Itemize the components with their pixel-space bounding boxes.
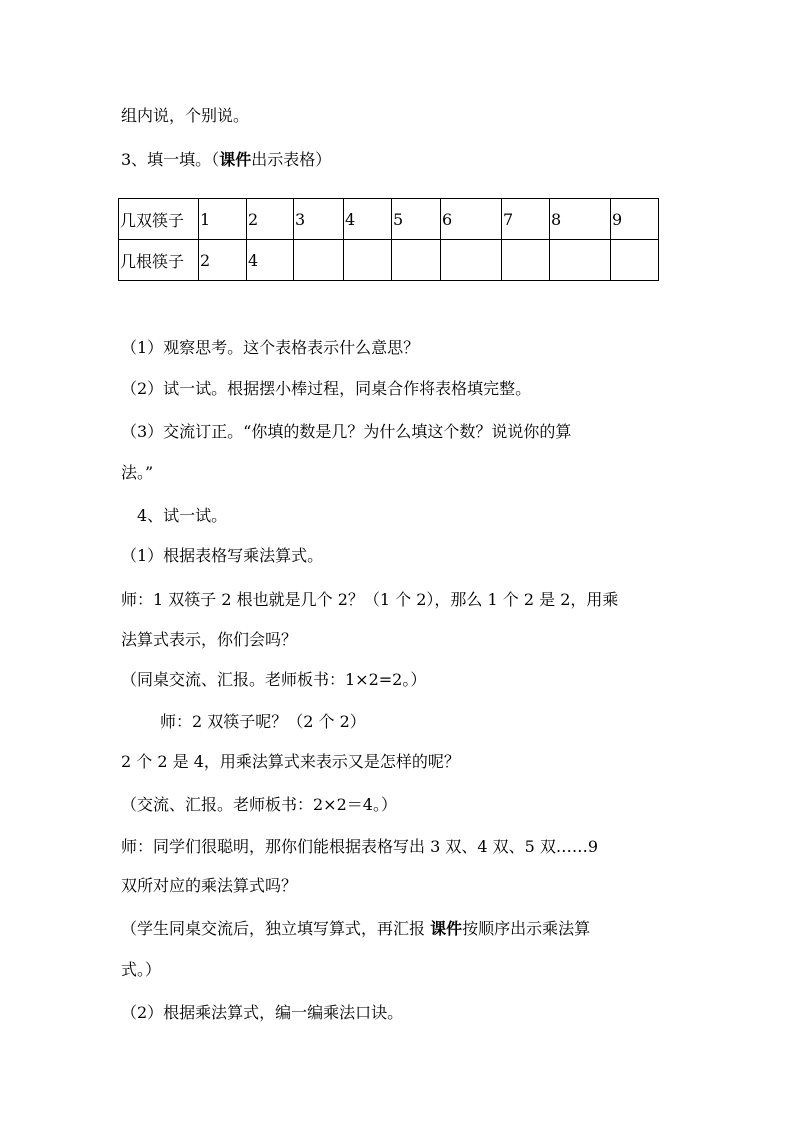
response-3-suffix: 按顺序出示乘法算	[462, 919, 591, 938]
teacher-text-1a: 师：1 双筷子 2 根也就是几个 2？（1 个 2），那么 1 个 2 是 2，用乘	[121, 590, 619, 609]
question-3-line-1	[121, 422, 571, 442]
table-cell: 9	[611, 199, 659, 240]
response-line-2	[121, 795, 397, 815]
chopsticks-table	[118, 198, 659, 281]
table-cell	[611, 240, 659, 281]
table-cell	[392, 240, 441, 281]
table-cell: 6	[441, 199, 502, 240]
section-4-text: 4、试一试。	[137, 506, 228, 525]
part-1-text: （1）根据表格写乘法算式。	[121, 546, 324, 565]
teacher-text-3: 2 个 2 是 4，用乘法算式来表示又是怎样的呢？	[121, 752, 460, 771]
table-cell: 几双筷子	[119, 199, 199, 240]
teacher-line-4b	[121, 876, 297, 896]
teacher-line-2	[160, 712, 366, 732]
response-text-1: （同桌交流、汇报。老师板书：1×2=2。）	[121, 670, 427, 689]
part-1-heading	[121, 546, 323, 566]
teacher-text-1b: 法算式表示，你们会吗？	[121, 630, 298, 649]
response-line-3a	[121, 919, 590, 939]
table-cell: 3	[294, 199, 344, 240]
table-cell: 5	[392, 199, 441, 240]
table-cell: 8	[550, 199, 611, 240]
response-text-3b: 式。）	[121, 960, 162, 979]
table-cell: 2	[247, 199, 294, 240]
table-cell	[294, 240, 344, 281]
table-row-pairs	[119, 199, 659, 240]
response-text-2: （交流、汇报。老师板书：2×2＝4。）	[121, 795, 397, 814]
teacher-text-4a: 师：同学们很聪明，那你们能根据表格写出 3 双、4 双、5 双……9	[121, 837, 599, 856]
table-cell	[502, 240, 550, 281]
teacher-line-3	[121, 752, 460, 772]
table-cell	[344, 240, 392, 281]
part-2-text: （2）根据乘法算式，编一编乘法口诀。	[121, 1003, 404, 1022]
table-cell: 4	[247, 240, 294, 281]
table-cell	[441, 240, 502, 281]
text-line-1	[121, 106, 249, 126]
question-3-text-a: （3）交流订正。“你填的数是几？为什么填这个数？说说你的算	[121, 422, 572, 441]
courseware-bold-1: 课件	[219, 150, 252, 169]
question-2-text: （2）试一试。根据摆小棒过程，同桌合作将表格填完整。	[121, 379, 532, 398]
teacher-line-1b	[121, 630, 297, 650]
question-1-text: （1）观察思考。这个表格表示什么意思？	[121, 338, 420, 357]
question-2	[121, 379, 531, 399]
section-4-heading	[137, 506, 227, 526]
table-cell	[550, 240, 611, 281]
part-2-heading	[121, 1003, 403, 1023]
response-line-1	[121, 670, 426, 690]
table-cell: 1	[199, 199, 247, 240]
response-line-3b	[121, 960, 161, 980]
table-cell: 7	[502, 199, 550, 240]
teacher-line-1a	[121, 590, 618, 610]
text-group-talk: 组内说，个别说。	[121, 106, 250, 125]
question-3-line-2	[121, 463, 153, 483]
response-3-prefix: （学生同桌交流后，独立填写算式，再汇报	[121, 919, 431, 938]
text-line-2	[121, 150, 331, 170]
table-row-sticks	[119, 240, 659, 281]
question-1	[121, 338, 419, 358]
table-cell: 几根筷子	[119, 240, 199, 281]
teacher-text-2: 师：2 双筷子呢？（2 个 2）	[160, 712, 366, 731]
table-cell: 4	[344, 199, 392, 240]
question-3-text-b: 法。”	[121, 463, 154, 482]
teacher-line-4a	[121, 837, 598, 857]
section-3-prefix: 3、填一填。（	[121, 150, 220, 169]
teacher-text-4b: 双所对应的乘法算式吗？	[121, 876, 298, 895]
courseware-bold-2: 课件	[430, 919, 463, 938]
table-cell: 2	[199, 240, 247, 281]
section-3-suffix: 出示表格）	[251, 150, 332, 169]
